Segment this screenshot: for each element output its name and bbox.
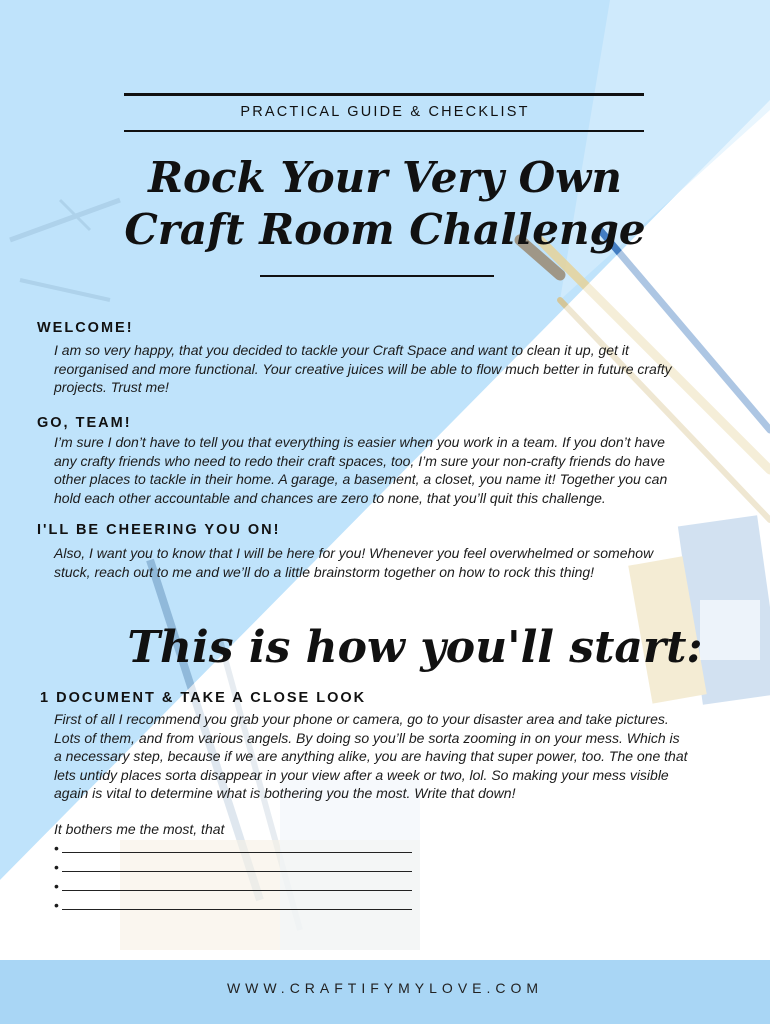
bother-prompt: It bothers me the most, that bbox=[54, 821, 225, 837]
section-heading-welcome: WELCOME! bbox=[37, 320, 134, 336]
write-in-line[interactable] bbox=[62, 898, 412, 910]
guide-kicker: PRACTICAL GUIDE & CHECKLIST bbox=[240, 104, 530, 120]
write-in-line[interactable] bbox=[62, 841, 412, 853]
text-line: Lots of them, and from various angels. By doing so you’ll be sorta zooming in on your mess. Which is bbox=[54, 729, 680, 746]
write-in-line[interactable] bbox=[62, 879, 412, 891]
text-line: First of all I recommend you grab your phone or camera, go to your disaster area and take pictures. bbox=[54, 711, 669, 727]
bullet-line-2[interactable] bbox=[54, 858, 412, 876]
section-text-welcome bbox=[54, 341, 734, 397]
text-line: lets untidy places sorta disappear in your view after a week or two, lol. So making your mess visible bbox=[54, 766, 669, 783]
start-heading: This is how you'll start: bbox=[127, 622, 703, 673]
text-line: projects. Trust me! bbox=[54, 379, 169, 395]
text-line: stuck, reach out to me and we’ll do a little brainstorm together on how to rock this thing! bbox=[54, 563, 595, 580]
title-line-1: Rock Your Very Own bbox=[148, 153, 622, 202]
text-line: other places to tackle in their home. A garage, a basement, a closet, you name it! Together you can bbox=[54, 471, 668, 487]
step-heading: 1 DOCUMENT & TAKE A CLOSE LOOK bbox=[40, 690, 367, 706]
top-rule bbox=[124, 93, 644, 96]
text-line: I am so very happy, that you decided to tackle your Craft Space and want to clean it up, get it bbox=[54, 342, 629, 358]
text-line: again is vital to determine what is bothering you the most. Write that down! bbox=[54, 785, 516, 801]
bullet-dot: • bbox=[54, 859, 59, 875]
text-line: reorganised and more functional. Your creative juices will be able to flow much better in future crafty bbox=[54, 360, 672, 377]
title-rule bbox=[260, 275, 494, 277]
section-heading-cheering: I'LL BE CHEERING YOU ON! bbox=[37, 522, 281, 538]
text-line: a necessary step, because if we are anything alike, you are having that super power, too. The one that bbox=[54, 748, 688, 764]
page-title bbox=[0, 152, 770, 256]
text-line: I’m sure I don’t have to tell you that everything is easier when you work in a team. If you don’t have bbox=[54, 434, 665, 450]
text-line: Also, I want you to know that I will be here for you! Whenever you feel overwhelmed or somehow bbox=[54, 545, 654, 561]
kicker-rule bbox=[124, 130, 644, 132]
write-in-line[interactable] bbox=[62, 860, 412, 872]
section-text-team bbox=[54, 433, 734, 507]
section-heading-team: GO, TEAM! bbox=[37, 415, 132, 431]
title-line-2: Craft Room Challenge bbox=[124, 205, 646, 254]
section-text-cheering bbox=[54, 544, 734, 581]
text-line: any crafty friends who need to redo their craft spaces, too, I’m sure your non-crafty friends do have bbox=[54, 452, 665, 469]
text-line: hold each other accountable and chances are zero to none, that you’ll quit this challenge. bbox=[54, 489, 606, 506]
footer-url-link[interactable]: WWW.CRAFTIFYMYLOVE.COM bbox=[226, 980, 544, 996]
bullet-line-4[interactable] bbox=[54, 896, 412, 914]
bullet-line-1[interactable] bbox=[54, 839, 412, 857]
bullet-line-3[interactable] bbox=[54, 877, 412, 895]
bullet-dot: • bbox=[54, 840, 59, 856]
bullet-dot: • bbox=[54, 897, 59, 913]
step-text bbox=[54, 710, 734, 803]
bullet-dot: • bbox=[54, 878, 59, 894]
